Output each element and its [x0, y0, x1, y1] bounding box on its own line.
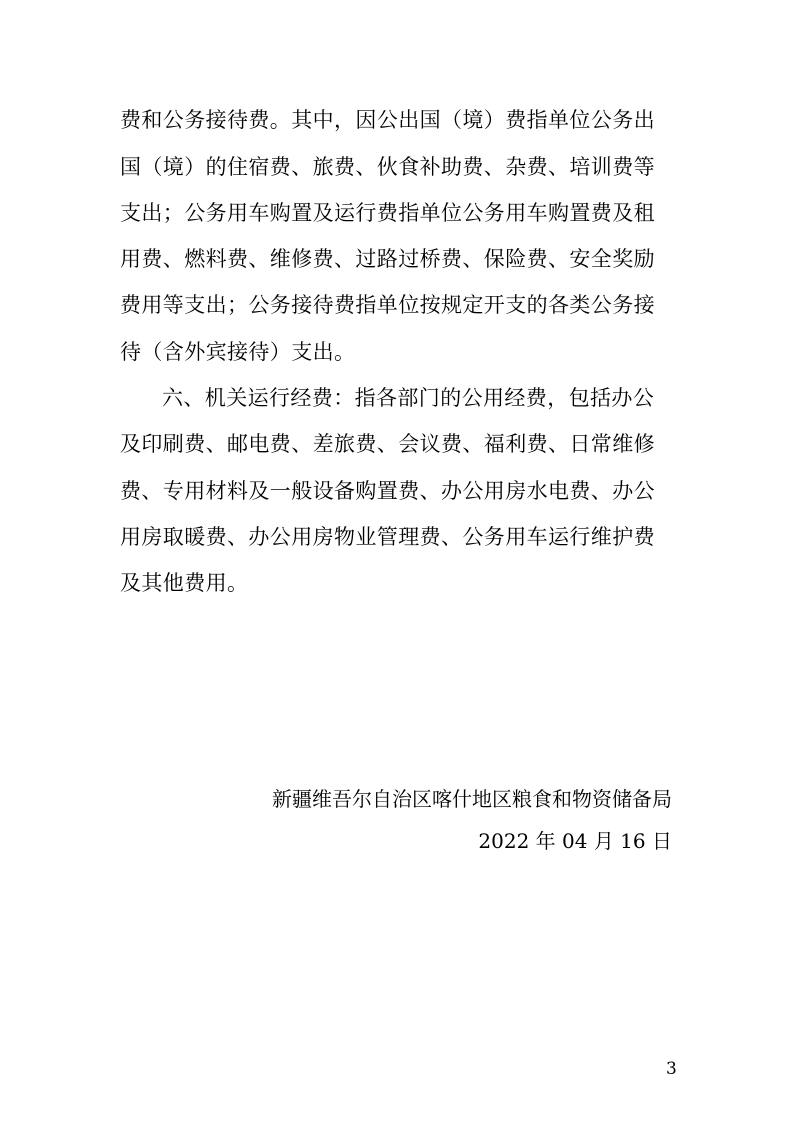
paragraph-line: 支出；公务用车购置及运行费指单位公务用车购置费及租 [120, 201, 655, 225]
paragraph-line: 费、专用材料及一般设备购置费、办公用房水电费、办公 [120, 479, 655, 503]
paragraph-line: 及印刷费、邮电费、差旅费、会议费、福利费、日常维修 [120, 432, 655, 456]
paragraph-line: 费用等支出；公务接待费指单位按规定开支的各类公务接 [120, 293, 655, 317]
issuing-organization: 新疆维吾尔自治区喀什地区粮食和物资储备局 [272, 787, 672, 811]
page-number: 3 [666, 1059, 677, 1079]
paragraph-line: 用房取暖费、办公用房物业管理费、公务用车运行维护费 [120, 525, 655, 549]
paragraph-line: 用费、燃料费、维修费、过路过桥费、保险费、安全奖励 [120, 247, 655, 271]
paragraph-line: 待（含外宾接待）支出。 [120, 340, 356, 364]
paragraph-line: 及其他费用。 [120, 571, 249, 595]
paragraph-line: 六、机关运行经费：指各部门的公用经费，包括办公 [162, 386, 655, 410]
paragraph-line: 费和公务接待费。其中，因公出国（境）费指单位公务出 [120, 108, 655, 132]
issue-date: 2022 年 04 月 16 日 [478, 829, 672, 853]
paragraph-line: 国（境）的住宿费、旅费、伙食补助费、杂费、培训费等 [120, 155, 655, 179]
